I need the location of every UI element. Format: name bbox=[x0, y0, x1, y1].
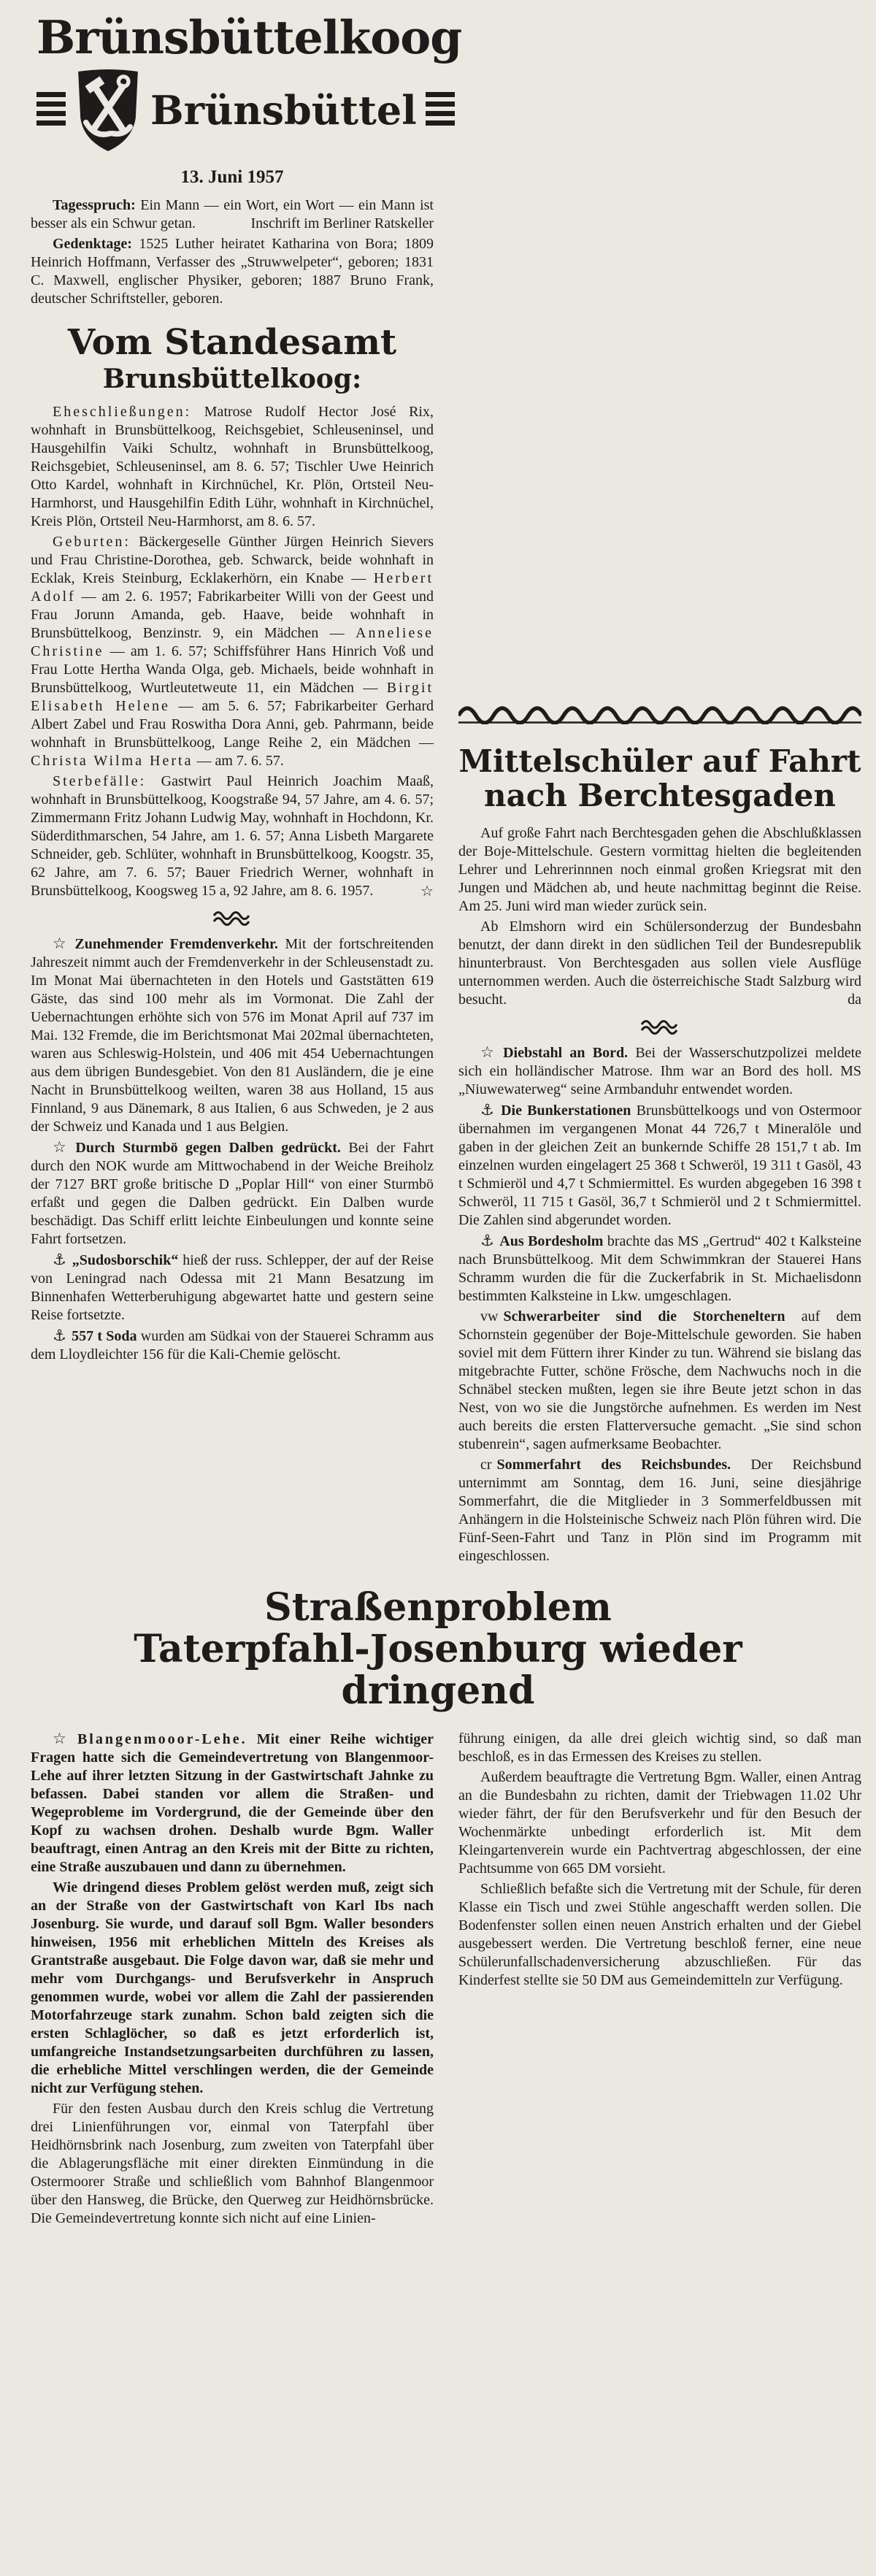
anchor-icon: ⚓ bbox=[480, 1232, 495, 1250]
article-headline-line1: Mittelschüler auf Fahrt bbox=[458, 743, 861, 779]
news-text: Bei der Wasserschutzpolizei meldete sich ein holländischer Matrose. Ihm war an Bord des holl. MS „Niuwewaterweg“ seine Armbanduhr entwendet worden. bbox=[458, 1045, 862, 1098]
rope-border-ornament bbox=[458, 704, 861, 729]
news-text: Mit einer Reihe wichtiger Fragen hatte sich die Gemeindevertretung von Blangenmoor-Lehe auf ihrer letzten Sitzung in der Gastwirtschaft Jahnke zu befassen. Dabei standen vor allem die Straßen- und Wegeprobleme im Vordergrund, die der Gemeinde über den Kopf zu wachsen drohen. Deshalb wurde Bgm. Waller beauftragt, einen Antrag an den Kreis mit der Bitte zu richten, eine Straße auszubauen und dann zu übernehmen. bbox=[31, 1730, 434, 1875]
news-lead: Die Bunkerstationen bbox=[501, 1103, 631, 1119]
bottom-headline-line2: Taterpfahl-Josenburg wieder dringend bbox=[134, 1627, 742, 1714]
news-lead: „Sudosborschik“ bbox=[72, 1252, 179, 1269]
news-text: Bei der Fahrt durch den NOK wurde am Mittwochabend in der Weiche Breiholz der 7127 BRT große britische D „Poplar Hill“ von einer Sturmbö erfaßt und gegen die Dalben gedrückt. Ein Dalben wurde beschädigt. Das Schiff erlitt leichte Einbeulungen und konnte seine Fahrt fortsetzen. bbox=[31, 1140, 434, 1248]
article-paragraph: Auf große Fahrt nach Berchtesgaden gehen die Abschlußklassen der Boje-Mittelschule. Gestern vormittag hielten die begleitenden Lehrer und Lehrerinnnen noch einmal großen Kriegsrat mit den Jungen und Mädchen ab, und heute nachmittag beginnt die Reise. Am 25. Juni wird man wieder zurück sein. bbox=[458, 825, 861, 915]
gedenktage-label: Gedenktage: bbox=[53, 236, 132, 253]
text-segment: — am 7. 6. 57. bbox=[193, 753, 284, 770]
text-segment: Sterbefälle: bbox=[53, 773, 147, 790]
bottom-columns bbox=[31, 1729, 861, 2230]
news-item-storcheneltern bbox=[458, 1308, 861, 1454]
bottom-right-column bbox=[458, 1730, 861, 2230]
flourish-ornament-left bbox=[36, 92, 66, 129]
geburten-paragraph bbox=[31, 533, 434, 770]
news-item-sommerfahrt bbox=[458, 1456, 861, 1565]
text-segment: — am 1. 6. 57; Schiffsführer Hans Hinrich Voß und Frau Lotte Hertha Wanda Olga, geb. Michaels, beide wohnhaft in Brunsbüttelkoog, Wurtleutetweute 11, ein Mädchen — bbox=[31, 643, 434, 697]
left-column bbox=[31, 10, 462, 1568]
news-lead: Zunehmender Fremdenverkehr. bbox=[74, 936, 278, 953]
sterbefaelle-text bbox=[31, 773, 434, 899]
news-text: Mit der fortschreitenden Jahreszeit nimmt auch der Fremdenverkehr in der Schleusenstadt zu. Im Monat Mai übernachteten in den Hotels und Gaststätten 619 Gäste, das sind 100 mehr als im Vormonat. Die Zahl der Uebernachtungen erhöhte sich von 576 im Monat April auf 737 im Mai. 132 Fremde, die im Berichtsmonat Mai 202mal übernachteten, waren aus Schleswig-Holstein, und 406 mit 454 Uebernachtungen aus dem übrigen Bundesgebiet. Von den 81 Ausländern, die je eine Nacht in Brunsbüttelkoog weilten, waren 38 aus Holland, 15 aus Finnland, 9 aus Dänemark, 8 aus Italien, 6 aus Schweden, je 2 aus der Schweiz und Kanada und 1 aus Belgien. bbox=[31, 936, 434, 1135]
masthead bbox=[31, 10, 462, 153]
news-item-bordesholm bbox=[458, 1232, 861, 1306]
news-lead: Diebstahl an Bord. bbox=[503, 1045, 629, 1062]
text-segment: Anneliese Christine bbox=[31, 625, 434, 660]
anchor-icon: ⚓ bbox=[53, 1251, 67, 1269]
article-headline-line2: nach Berchtesgaden bbox=[484, 778, 836, 814]
text-segment: — am 5. 6. 57; Fabrikarbeiter Gerhard Albert Zabel und Frau Roswitha Dora Anni, geb. Pahrmann, beide wohnhaft in Brunsbüttelkoog, Lange Reihe 2, ein Mädchen — bbox=[31, 698, 434, 751]
tagesspruch-paragraph bbox=[31, 196, 434, 233]
star-icon: ☆ bbox=[480, 1043, 499, 1062]
bottom-paragraph-blangenmoor bbox=[31, 1730, 434, 1877]
star-icon: ☆ bbox=[53, 935, 70, 953]
anchor-icon: ⚓ bbox=[53, 1327, 67, 1345]
star-icon: ☆ bbox=[53, 1138, 71, 1157]
news-item-soda bbox=[31, 1327, 434, 1364]
anchor-and-hammer-shield-icon bbox=[74, 67, 142, 153]
news-lead: Durch Sturmbö gegen Dalben gedrückt. bbox=[75, 1140, 341, 1157]
text-segment: Bäckergeselle Günther Jürgen Heinrich Sievers und Frau Christine-Dorothea, geb. Schwarck, beide wohnhaft in Ecklak, Kreis Steinburg, Ecklakerhörn, ein Knabe — bbox=[31, 534, 434, 587]
standesamt-title: Vom Standesamt bbox=[67, 322, 397, 364]
news-text: Brunsbüttelkoogs und von Ostermoor übernahmen im vergangenen Monat 44 726,7 t Mineralöle und gaben in der gleichen Zeit an bunkernde Schiffe 28 151,7 t ab. Im einzelnen wurden eingelagert 25 368 t Schweröl, 19 311 t Gasöl, 43 t Schmieröl und 4,7 t Schmiermittel. Es wurden abgegeben 16 398 t Schweröl, 11 715 t Gasöl, 36,7 t Schmieröl und 2 t Schmiermittel. Die Zahlen sind abgerundet worden. bbox=[458, 1103, 861, 1229]
news-item-sudosborschik bbox=[31, 1251, 434, 1325]
masthead-title-line2: Brünsbüttel bbox=[150, 87, 417, 134]
standesamt-subtitle: Brunsbüttelkoog: bbox=[102, 363, 362, 394]
masthead-title-line1: Brünsbüttelkoog bbox=[36, 10, 462, 64]
news-text: hieß der russ. Schlepper, der auf der Reise von Leningrad nach Odessa mit 21 Mann Besatzung im Binnenhafen Wetterberuhigung abgewartet hatte und gestern seine Reise fortsetzte. bbox=[31, 1252, 434, 1324]
news-lead: Aus Bordesholm bbox=[499, 1233, 604, 1250]
anchor-icon: ⚓ bbox=[480, 1101, 496, 1119]
text-segment: Matrose Rudolf Hector José Rix, wohnhaft in Brunsbüttelkoog, Reichsgebiet, Schleuseninsel, und Hausgehilfin Vaiki Schultz, wohnhaft in Brunsbüttelkoog, Reichsgebiet, Schleuseninsel, am 8. 6. 57; Tischler Uwe Heinrich Otto Kardel, wohnhaft in Kirchnüchel, Kr. Plön, Ortsteil Neu-Harmhorst, und Hausgehilfin Edith Lühr, wohnhaft in Kirchnüchel, Kreis Plön, Ortsteil Neu-Harmhorst, am 8. 6. 57. bbox=[31, 404, 434, 530]
tagesspruch-text: Ein Mann — ein Wort, ein Wort — ein Mann ist besser als ein Schwur getan. bbox=[31, 197, 434, 232]
author-signature: da bbox=[848, 992, 861, 1008]
star-icon: ☆ bbox=[53, 1729, 72, 1747]
masthead-row2 bbox=[36, 67, 434, 153]
tagesspruch-source: Inschrift im Berliner Ratskeller bbox=[250, 215, 434, 232]
bottom-paragraph: Schließlich befaßte sich die Vertretung mit der Schule, für deren Klasse ein Tisch und zwei Stühle angeschafft werden sollen. Die Bodenfenster sollen einen neuen Anstrich erhalten und der Giebel ausgebessert werden. Die Vertretung beschloß ferner, eine neue Schülerunfallschadenversicherung abzuschließen. Für das Kinderfest stellte sie 50 DM aus Gemeindemitteln zur Verfügung. bbox=[458, 1880, 861, 1988]
rope-border-icon bbox=[458, 704, 861, 724]
author-initials: cr bbox=[480, 1457, 492, 1473]
bottom-article bbox=[0, 1568, 876, 2230]
article-headline bbox=[458, 744, 861, 813]
bottom-paragraph-continuation: führung einigen, da alle drei gleich wichtig sind, so daß man beschloß, es in das Ermessen des Kreises zu stellen. bbox=[458, 1730, 861, 1765]
eheschliessungen-paragraph bbox=[31, 403, 434, 531]
text-segment: — am 2. 6. 1957; Fabrikarbeiter Willi von der Geest und Frau Jorunn Amanda, geb. Haave, beide wohnhaft in Brunsbüttelkoog, Benzinstr. 9, ein Mädchen — bbox=[31, 589, 434, 642]
text-segment: Herbert Adolf bbox=[31, 570, 434, 605]
news-item-bunkerstationen bbox=[458, 1101, 861, 1230]
eheschliessungen-text bbox=[31, 404, 434, 529]
news-text: auf dem Schornstein gegenüber der Boje-Mittelschule geworden. Sie haben soviel mit dem Füttern ihrer Kinder zu tun. Während sie bislang das mitgebrachte Futter, schöne Frösche, dem Nachwuchs noch in die Schnäbel stecken mußten, legen sie ihre Beute jetzt schon in das Nest, von wo sie die Jungstörche aufnehmen. Es werden im Nest auch bereits die ersten Flatterversuche gemacht. „Sie sind schon stubenrein“, sagen aufmerksame Beobachter. bbox=[458, 1308, 861, 1453]
news-item-fremdenverkehr bbox=[31, 935, 434, 1136]
tagesspruch-label: Tagesspruch: bbox=[53, 197, 136, 214]
news-text: brachte das MS „Gertrud“ 402 t Kalksteine nach Brunsbüttelkoog. Mit dem Schwimmkran der Stauerei Hans Schramm wurden die für die Zuckerfabrik in St. Michaelisdonn bestimmten Kalksteine in Lkw. umgeschlagen. bbox=[458, 1233, 861, 1305]
text-segment: Gastwirt Paul Heinrich Joachim Maaß, wohnhaft in Brunsbüttelkoog, Koogstraße 94, 57 Jahre, am 4. 6. 57; Zimmermann Fritz Johann Ludwig May, wohnhaft in Hochdonn, Kr. Süderdithmarschen, 54 Jahre, am 1. 6. 57; Anna Lisbeth Margarete Schneider, geb. Schlüter, wohnhaft in Brunsbüttelkoog, Koogstr. 35, 62 Jahre, am 7. 6. 57; Bauer Friedrich Werner, wohnhaft in Brunsbüttelkoog, Koogsweg 15 a, 92 Jahre, am 8. 6. 1957. bbox=[31, 773, 434, 900]
news-item-diebstahl bbox=[458, 1043, 861, 1099]
right-column bbox=[458, 13, 861, 1568]
geburten-text bbox=[31, 534, 434, 769]
gedenktage-paragraph bbox=[31, 235, 434, 308]
article-paragraph bbox=[458, 918, 861, 1009]
text-segment: Eheschließungen: bbox=[53, 404, 192, 421]
bottom-left-column bbox=[31, 1730, 434, 2230]
news-lead: Schwerarbeiter sind die Storcheneltern bbox=[503, 1308, 785, 1325]
star-endmark-icon: ☆ bbox=[420, 882, 434, 900]
gedenktage-text: 1525 Luther heiratet Katharina von Bora; 1809 Heinrich Hoffmann, Verfasser des „Struwwelpeter“, geboren; 1831 C. Maxwell, englischer Physiker, geboren; 1887 Bruno Frank, deutscher Schriftsteller, geboren. bbox=[31, 236, 434, 307]
text-segment: Birgit Elisabeth Helene bbox=[31, 680, 434, 715]
text-segment: Christa Wilma Herta bbox=[31, 753, 193, 770]
article-text: Ab Elmshorn wird ein Schülersonderzug der Bundesbahn benutzt, der dann direkt in den südlichen Teil der Bundesrepublik hinunterbraust. Von Berchtesgaden aus sollen viele Ausflüge unternommen werden. Auch die österreichische Stadt Salzburg wird besucht. bbox=[458, 919, 861, 1008]
text-segment: Geburten: bbox=[53, 534, 131, 551]
wave-divider-icon bbox=[640, 1020, 680, 1035]
news-item-sturmboe bbox=[31, 1138, 434, 1249]
news-text: Der Reichsbund unternimmt am Sonntag, dem 16. Juni, seine diesjährige Sommerfahrt, die die Mitglieder in 3 Sommerfeldbussen mit Anhängern in die Holsteinische Schweiz nach Plön führen wird. Die Fünf-Seen-Fahrt und Tanz in Plön sind im Programm mit eingeschlossen. bbox=[458, 1457, 861, 1565]
bottom-paragraph: Wie dringend dieses Problem gelöst werden muß, zeigt sich an der Straße von der Gastwirtschaft von Karl Ibs nach Josenburg. Sie wurde, und darauf soll Bgm. Waller besonders hinweisen, 1956 mit erheblichen Mitteln des Kreises als Grantstraße ausgebaut. Die Folge davon war, daß sie mehr und mehr vom Durchgangs- und Berufsverkehr in Anspruch genommen wurde, wobei vor allem die Zahl der passierenden Motorfahrzeuge stark zunahm. Schon bald zeigten sich die ersten Schlaglöcher, so daß es jetzt erforderlich ist, umfangreiche Instandsetzungsarbeiten durchführen zu lassen, die erhebliche Mittel verschlingen werden, die der Gemeinde nicht zur Verfügung stehen. bbox=[31, 1879, 434, 2096]
wave-divider-icon bbox=[212, 911, 252, 926]
issue-date: 13. Juni 1957 bbox=[180, 167, 284, 188]
sterbefaelle-paragraph bbox=[31, 773, 434, 900]
bottom-paragraph: Für den festen Ausbau durch den Kreis schlug die Vertretung drei Linienführungen vor, einmal von Taterpfahl über Heidhörnsbrink nach Josenburg, zum zweiten von Taterpfahl über die Ablagerungsfläche mit einer direkten Einmündung in die Ostermoorer Straße und schließlich vom Bahnhof Blangenmoor über den Hansweg, die Brücke, den Querweg zur Heidhörnsbrücke. Die Gemeindevertretung konnte sich nicht auf eine Linien- bbox=[31, 2100, 434, 2226]
flourish-ornament-right bbox=[426, 92, 455, 129]
author-initials: vw bbox=[480, 1308, 499, 1325]
bottom-paragraph: Außerdem beauftragte die Vertretung Bgm. Waller, einen Antrag an die Bundesbahn zu richten, damit der Triebwagen 11.02 Uhr wieder fährt, der für den Berufsverkehr und für den Besuch der Wochenmärkte unbedingt erforderlich ist. Mit dem Kleingartenverein wurde ein Pachtvertrag abgeschlossen, der eine Pachtsumme von 665 DM vorsieht. bbox=[458, 1768, 861, 1877]
news-lead: Sommerfahrt des Reichsbundes. bbox=[496, 1457, 731, 1473]
news-lead: 557 t Soda bbox=[72, 1328, 137, 1345]
wave-divider bbox=[31, 911, 434, 926]
news-lead: Blangenmooor-Lehe. bbox=[77, 1730, 247, 1747]
bottom-headline-line1: Straßenproblem bbox=[264, 1585, 612, 1630]
wave-divider bbox=[458, 1020, 861, 1035]
news-text: wurden am Südkai von der Stauerei Schramm aus dem Lloydleichter 156 für die Kali-Chemie gelöscht. bbox=[31, 1328, 434, 1363]
